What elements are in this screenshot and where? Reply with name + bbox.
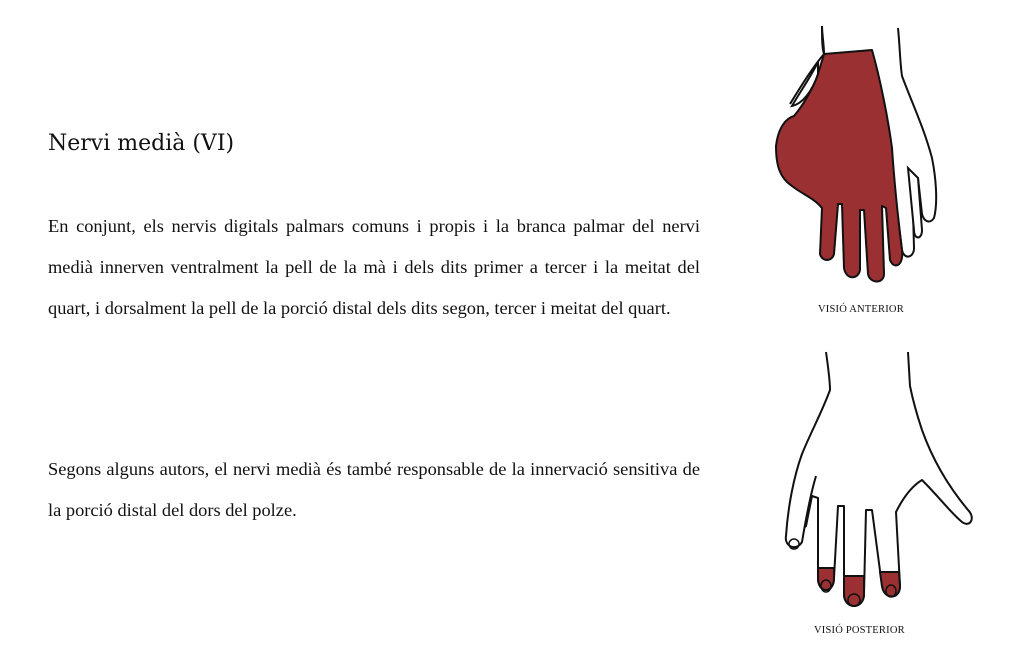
caption-posterior-view: VISIÓ POSTERIOR	[814, 625, 905, 636]
hand-anterior-illustration	[752, 18, 952, 290]
section-title: Nervi medià (VI)	[48, 131, 235, 156]
median-territory-ring-tip	[880, 572, 900, 597]
median-territory-middle-tip	[844, 576, 864, 606]
paragraph-other-authors: Segons alguns autors, el nervi medià és també responsable de la innervació sensitiva de la porció distal del dors del polze.	[48, 459, 700, 520]
caption-anterior-view: VISIÓ ANTERIOR	[818, 304, 904, 315]
hand-posterior-illustration	[772, 346, 982, 618]
paragraph-cutaneous-innervation: En conjunt, els nervis digitals palmars comuns i propis i la branca palmar del nervi medià innerven ventralment la pell de la mà i dels dits primer a tercer i la meitat del quart, i dorsalment la pell de la porció distal dels dits segon, tercer i meitat del quart.	[48, 216, 700, 318]
